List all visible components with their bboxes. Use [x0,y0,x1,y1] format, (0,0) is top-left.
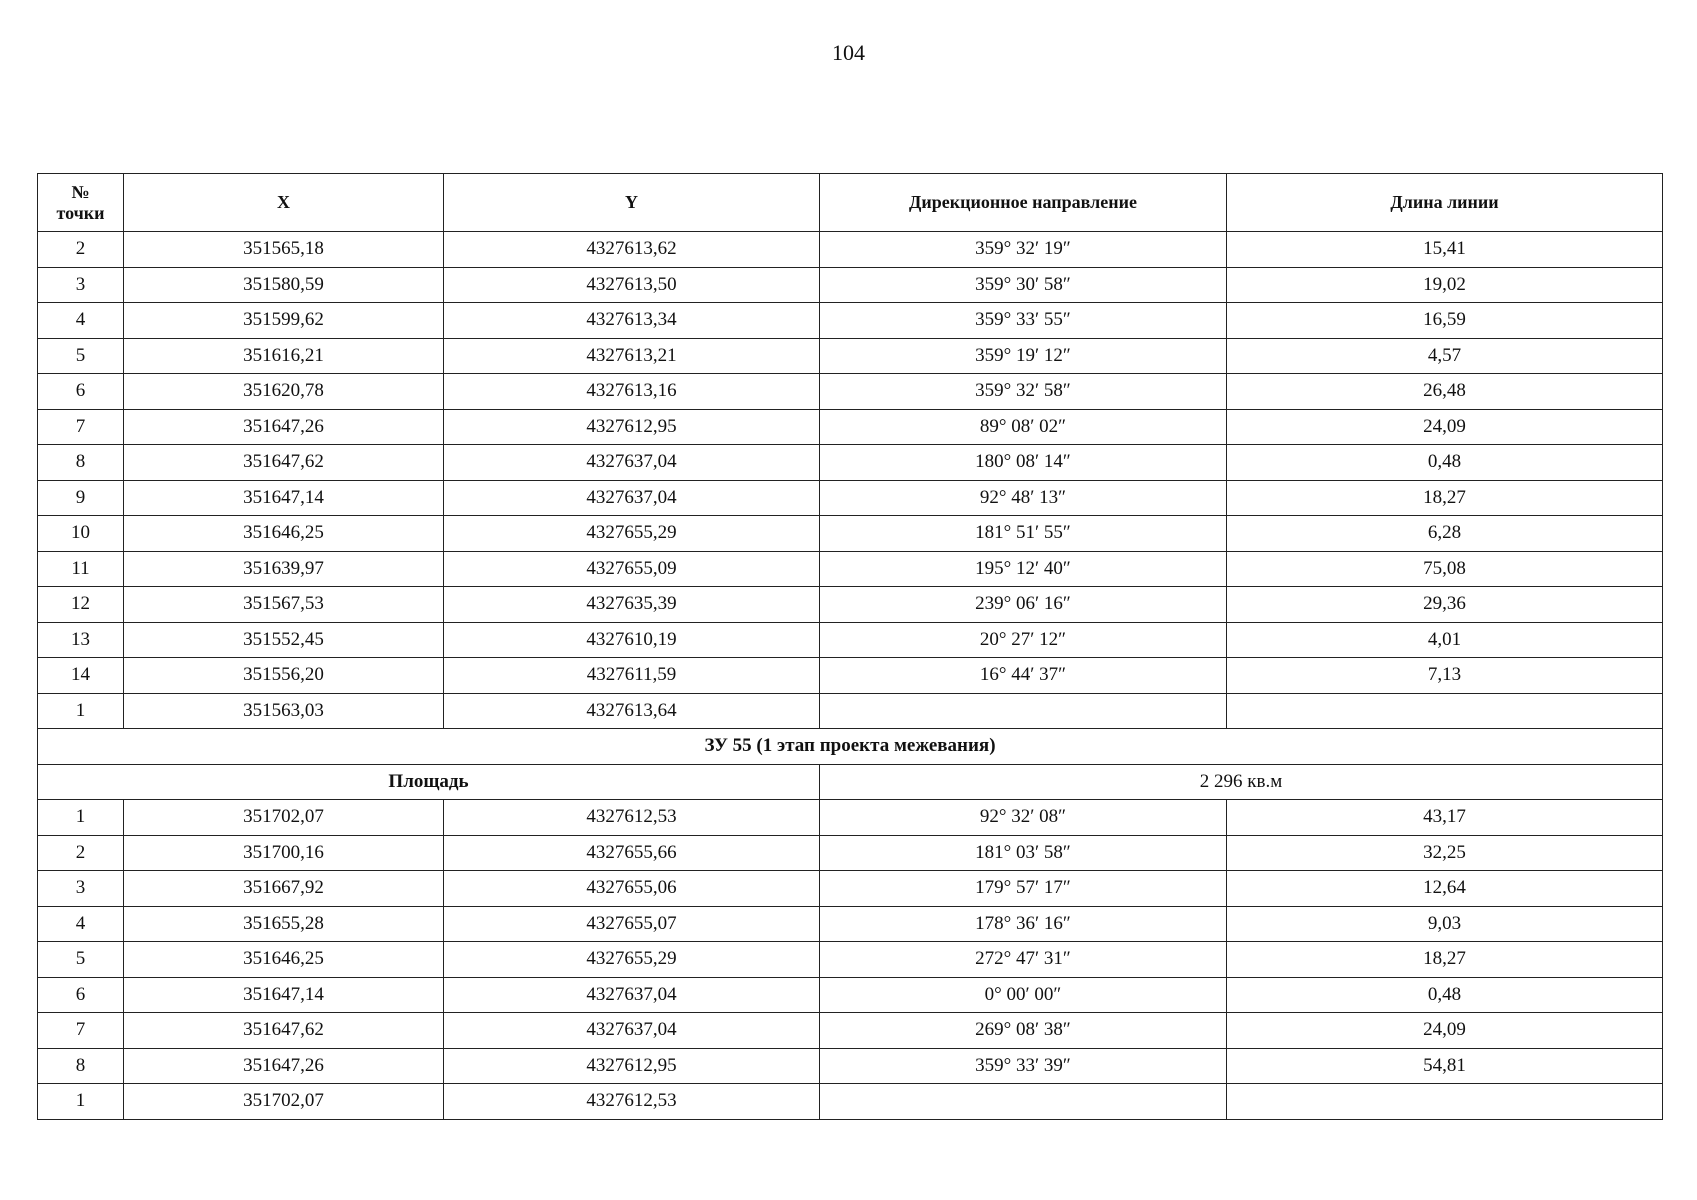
table-row [38,1084,1663,1120]
header-x: X [124,174,444,232]
x-cell: 351639,97 [124,551,444,587]
y-cell: 4327613,50 [444,267,820,303]
header-point-number-label: № точки [56,181,105,223]
table-row [38,906,1663,942]
direction-cell: 180° 08′ 14″ [820,445,1227,481]
length-cell: 32,25 [1227,835,1663,871]
direction-cell: 92° 32′ 08″ [820,800,1227,836]
length-cell: 54,81 [1227,1048,1663,1084]
x-cell: 351556,20 [124,658,444,694]
table-row [38,374,1663,410]
point-number-cell: 3 [38,267,124,303]
length-cell: 15,41 [1227,232,1663,268]
y-cell: 4327655,29 [444,516,820,552]
area-row [38,764,1663,800]
header-y: Y [444,174,820,232]
direction-cell: 239° 06′ 16″ [820,587,1227,623]
direction-cell: 359° 30′ 58″ [820,267,1227,303]
point-number-cell: 1 [38,693,124,729]
table-row [38,232,1663,268]
y-cell: 4327655,06 [444,871,820,907]
direction-cell: 92° 48′ 13″ [820,480,1227,516]
table-row [38,551,1663,587]
y-cell: 4327612,53 [444,800,820,836]
length-cell: 0,48 [1227,445,1663,481]
y-cell: 4327611,59 [444,658,820,694]
direction-cell [820,1084,1227,1120]
point-number-cell: 5 [38,338,124,374]
direction-cell: 269° 08′ 38″ [820,1013,1227,1049]
direction-cell: 272° 47′ 31″ [820,942,1227,978]
table-row [38,835,1663,871]
table-row [38,800,1663,836]
x-cell: 351647,62 [124,1013,444,1049]
length-cell [1227,693,1663,729]
x-cell: 351702,07 [124,1084,444,1120]
point-number-cell: 6 [38,374,124,410]
length-cell: 24,09 [1227,1013,1663,1049]
direction-cell: 16° 44′ 37″ [820,658,1227,694]
y-cell: 4327610,19 [444,622,820,658]
y-cell: 4327637,04 [444,977,820,1013]
y-cell: 4327655,29 [444,942,820,978]
point-number-cell: 7 [38,409,124,445]
table-row [38,1048,1663,1084]
length-cell: 29,36 [1227,587,1663,623]
length-cell: 16,59 [1227,303,1663,339]
y-cell: 4327612,53 [444,1084,820,1120]
table-row [38,622,1663,658]
x-cell: 351667,92 [124,871,444,907]
x-cell: 351563,03 [124,693,444,729]
table-body [38,232,1663,1120]
table-row [38,445,1663,481]
section-title: ЗУ 55 (1 этап проекта межевания) [38,729,1663,765]
y-cell: 4327612,95 [444,409,820,445]
table-row [38,267,1663,303]
point-number-cell: 4 [38,906,124,942]
x-cell: 351647,62 [124,445,444,481]
y-cell: 4327637,04 [444,480,820,516]
x-cell: 351647,26 [124,409,444,445]
direction-cell: 178° 36′ 16″ [820,906,1227,942]
area-value: 2 296 кв.м [820,764,1663,800]
header-length: Длина линии [1227,174,1663,232]
point-number-cell: 14 [38,658,124,694]
x-cell: 351646,25 [124,516,444,552]
page-number: 104 [832,40,865,65]
x-cell: 351616,21 [124,338,444,374]
table-row [38,409,1663,445]
x-cell: 351565,18 [124,232,444,268]
table-row [38,693,1663,729]
direction-cell: 181° 51′ 55″ [820,516,1227,552]
y-cell: 4327613,21 [444,338,820,374]
x-cell: 351647,14 [124,977,444,1013]
direction-cell: 179° 57′ 17″ [820,871,1227,907]
direction-cell: 359° 33′ 39″ [820,1048,1227,1084]
point-number-cell: 3 [38,871,124,907]
point-number-cell: 1 [38,1084,124,1120]
x-cell: 351646,25 [124,942,444,978]
table-row [38,942,1663,978]
y-cell: 4327613,62 [444,232,820,268]
point-number-cell: 1 [38,800,124,836]
direction-cell: 0° 00′ 00″ [820,977,1227,1013]
y-cell: 4327613,64 [444,693,820,729]
length-cell: 0,48 [1227,977,1663,1013]
length-cell: 9,03 [1227,906,1663,942]
direction-cell: 359° 32′ 58″ [820,374,1227,410]
length-cell: 12,64 [1227,871,1663,907]
point-number-cell: 7 [38,1013,124,1049]
area-label: Площадь [38,764,820,800]
direction-cell: 359° 19′ 12″ [820,338,1227,374]
y-cell: 4327655,09 [444,551,820,587]
direction-cell: 20° 27′ 12″ [820,622,1227,658]
x-cell: 351655,28 [124,906,444,942]
direction-cell: 89° 08′ 02″ [820,409,1227,445]
direction-cell [820,693,1227,729]
section-title-row [38,729,1663,765]
direction-cell: 195° 12′ 40″ [820,551,1227,587]
x-cell: 351620,78 [124,374,444,410]
point-number-cell: 2 [38,835,124,871]
table-row [38,338,1663,374]
length-cell: 18,27 [1227,480,1663,516]
x-cell: 351580,59 [124,267,444,303]
y-cell: 4327637,04 [444,445,820,481]
length-cell: 75,08 [1227,551,1663,587]
y-cell: 4327635,39 [444,587,820,623]
table-row [38,587,1663,623]
header-direction: Дирекционное направление [820,174,1227,232]
length-cell: 43,17 [1227,800,1663,836]
table-row [38,1013,1663,1049]
direction-cell: 181° 03′ 58″ [820,835,1227,871]
coordinates-table [37,173,1663,1120]
y-cell: 4327637,04 [444,1013,820,1049]
x-cell: 351552,45 [124,622,444,658]
length-cell: 4,01 [1227,622,1663,658]
point-number-cell: 9 [38,480,124,516]
table-row [38,977,1663,1013]
x-cell: 351567,53 [124,587,444,623]
table-row [38,303,1663,339]
table-row [38,658,1663,694]
point-number-cell: 10 [38,516,124,552]
length-cell [1227,1084,1663,1120]
x-cell: 351599,62 [124,303,444,339]
length-cell: 26,48 [1227,374,1663,410]
y-cell: 4327613,16 [444,374,820,410]
point-number-cell: 11 [38,551,124,587]
x-cell: 351702,07 [124,800,444,836]
y-cell: 4327612,95 [444,1048,820,1084]
direction-cell: 359° 33′ 55″ [820,303,1227,339]
point-number-cell: 8 [38,1048,124,1084]
length-cell: 6,28 [1227,516,1663,552]
x-cell: 351647,26 [124,1048,444,1084]
length-cell: 24,09 [1227,409,1663,445]
direction-cell: 359° 32′ 19″ [820,232,1227,268]
y-cell: 4327655,66 [444,835,820,871]
point-number-cell: 4 [38,303,124,339]
point-number-cell: 12 [38,587,124,623]
length-cell: 7,13 [1227,658,1663,694]
point-number-cell: 8 [38,445,124,481]
y-cell: 4327655,07 [444,906,820,942]
table-row [38,480,1663,516]
point-number-cell: 13 [38,622,124,658]
point-number-cell: 5 [38,942,124,978]
length-cell: 4,57 [1227,338,1663,374]
table-row [38,516,1663,552]
table-row [38,871,1663,907]
point-number-cell: 6 [38,977,124,1013]
x-cell: 351647,14 [124,480,444,516]
table-header-row [38,174,1663,232]
length-cell: 19,02 [1227,267,1663,303]
header-point-number [38,174,124,232]
point-number-cell: 2 [38,232,124,268]
y-cell: 4327613,34 [444,303,820,339]
length-cell: 18,27 [1227,942,1663,978]
x-cell: 351700,16 [124,835,444,871]
